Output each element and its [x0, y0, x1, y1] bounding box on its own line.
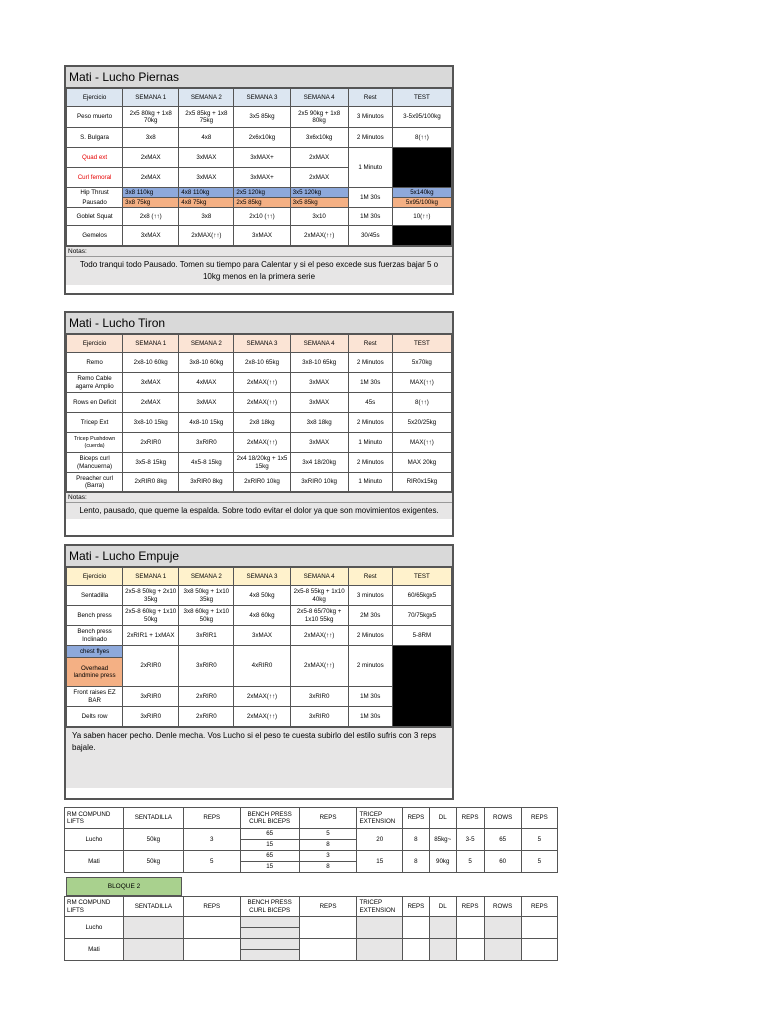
header-cell: SEMANA 4	[290, 568, 348, 586]
cell: 5	[183, 851, 240, 873]
cell: 3 Minutos	[348, 107, 392, 128]
cell: 2xMAX(↑↑)	[290, 626, 348, 646]
cell: 2 Minutos	[348, 353, 392, 373]
cell: 85kg~	[429, 829, 456, 851]
cell: 8	[326, 841, 330, 849]
cell: 3xMAX	[290, 373, 348, 393]
header-cell: REPS	[402, 897, 429, 917]
cell: 1M 30s	[348, 687, 392, 707]
cell: 2x5 90kg + 1x8 80kg	[290, 107, 348, 128]
notes-label: Notas:	[66, 492, 452, 503]
cell: 4xMAX	[179, 373, 234, 393]
cell: 4x8 75kg	[179, 198, 234, 208]
empty-cell	[357, 917, 402, 939]
header-cell: SEMANA 2	[179, 89, 234, 107]
cell: 2x4 18/20kg + 1x5 15kg	[234, 453, 290, 473]
piernas-sheet	[64, 65, 454, 295]
cell: 3 minutos	[348, 586, 392, 606]
cell: 2x5 80kg + 1x8 70kg	[123, 107, 179, 128]
cell: 3x6x10kg	[290, 128, 348, 148]
header-cell: Rest	[348, 568, 392, 586]
cell: 2xRIR0	[123, 646, 179, 687]
exercise-cell: Biceps curl (Mancuerna)	[67, 453, 123, 473]
cell: 2xMAX(↑↑)	[234, 373, 290, 393]
cell: 2xMAX(↑↑)	[179, 226, 234, 246]
cell: 2xRIR0	[179, 707, 234, 727]
cell: 2xMAX	[290, 148, 348, 168]
exercise-cell: Curl femoral	[67, 168, 123, 188]
rest-cell: 1M 30s	[348, 188, 392, 208]
sheet-title: Mati - Lucho Piernas	[66, 67, 452, 88]
header-cell: Ejercicio	[67, 568, 123, 586]
cell: 3x10	[290, 208, 348, 226]
header-cell: DL	[429, 897, 456, 917]
cell: 3xRIR0	[290, 707, 348, 727]
header-cell: SEMANA 4	[290, 335, 348, 353]
cell: 3xMAX	[123, 373, 179, 393]
cell: 4x8	[179, 128, 234, 148]
cell: 3-5x95/100kg	[392, 107, 451, 128]
header-cell: REPS	[183, 897, 240, 917]
cell: 2x5-8 65/70kg + 1x10 55kg	[290, 606, 348, 626]
cell: 2xMAX(↑↑)	[234, 707, 290, 727]
empty-cell	[456, 917, 484, 939]
cell: 2xRIR0 10kg	[234, 473, 290, 492]
cell: 2xRIR0	[179, 687, 234, 707]
empty-cell	[429, 917, 456, 939]
cell: 3x5-8 15kg	[123, 453, 179, 473]
header-cell: TEST	[392, 335, 451, 353]
cell: 3x8 75kg	[123, 198, 179, 208]
empty-cell	[402, 917, 429, 939]
exercise-cell: Pausado	[67, 198, 123, 208]
cell: 3x4 18/20kg	[290, 453, 348, 473]
cell: 3xMAX+	[234, 148, 290, 168]
cell: 15	[266, 863, 274, 871]
cell: 2xMAX	[123, 393, 179, 413]
cell: 2x5 85kg	[234, 198, 290, 208]
empty-cell	[429, 939, 456, 961]
cell: 2xRIR0	[123, 433, 179, 453]
cell: 65	[484, 829, 521, 851]
header-cell: TRICEP EXTENSION	[357, 897, 402, 917]
exercise-cell: Sentadilla	[67, 586, 123, 606]
exercise-cell: Rows en Deficit	[67, 393, 123, 413]
cell: 4x8 50kg	[234, 586, 290, 606]
cell: MAX 20kg	[392, 453, 451, 473]
empty-cell	[183, 917, 240, 939]
header-cell: DL	[429, 808, 456, 829]
cell: 15	[266, 841, 274, 849]
header-cell: RM COMPUND LIFTS	[65, 897, 124, 917]
sheet-title: Mati - Lucho Empuje	[66, 546, 452, 567]
cell: 5-8RM	[392, 626, 451, 646]
cell: 3xMAX	[234, 626, 290, 646]
cell: 5	[521, 829, 557, 851]
exercise-cell: Front raises EZ BAR	[67, 687, 123, 707]
header-cell: SEMANA 1	[123, 335, 179, 353]
cell: 3x5 85kg	[290, 198, 348, 208]
cell: 3x8-10 65kg	[290, 353, 348, 373]
header-cell: Ejercicio	[67, 89, 123, 107]
header-cell: ROWS	[484, 897, 521, 917]
notes-text: Todo tranqui todo Pausado. Tomen su tiempo para Calentar y si el peso excede sus fuerzas bajar 5 o 10kg menos en la primera serie	[66, 257, 452, 285]
empty-cell	[241, 917, 299, 928]
piernas-table	[66, 88, 452, 246]
cell: 2x5-8 55kg + 1x10 40kg	[290, 586, 348, 606]
cell: 8	[402, 851, 429, 873]
cell: 2 Minutos	[348, 626, 392, 646]
header-cell: TEST	[392, 89, 451, 107]
header-cell: REPS	[402, 808, 429, 829]
cell: 2x5 85kg + 1x8 75kg	[179, 107, 234, 128]
empty-cell	[123, 917, 183, 939]
cell: 5	[456, 851, 484, 873]
cell: 60	[484, 851, 521, 873]
header-cell: REPS	[521, 808, 557, 829]
cell: 2xMAX(↑↑)	[234, 393, 290, 413]
header-cell: Ejercicio	[67, 335, 123, 353]
cell: 2x8-10 60kg	[123, 353, 179, 373]
cell: 2xMAX	[290, 168, 348, 188]
empty-cell	[183, 939, 240, 961]
cell: 5x95/100kg	[392, 198, 451, 208]
header-cell: SEMANA 3	[234, 568, 290, 586]
cell: 3xRIR0 10kg	[290, 473, 348, 492]
header-cell: TRICEP EXTENSION	[357, 808, 402, 829]
cell: RIR0x15kg	[392, 473, 451, 492]
empuje-sheet	[64, 544, 454, 800]
bloque-2-label: BLOQUE 2	[66, 877, 182, 896]
cell: 4xRIR0	[234, 646, 290, 687]
cell: 2x5-8 60kg + 1x10 50kg	[123, 606, 179, 626]
cell: 2xRIR0 8kg	[123, 473, 179, 492]
header-cell: REPS	[183, 808, 240, 829]
cell: 3xMAX	[290, 433, 348, 453]
cell: 2xMAX(↑↑)	[234, 433, 290, 453]
cell: 5x140kg	[392, 188, 451, 198]
cell: 2x5-8 50kg + 2x10 35kg	[123, 586, 179, 606]
cell: 3xMAX+	[234, 168, 290, 188]
exercise-cell: Overhead landmine press	[67, 658, 123, 687]
header-cell: RM COMPUND LIFTS	[65, 808, 124, 829]
cell: 65	[241, 829, 299, 840]
cell: 8(↑↑)	[392, 393, 451, 413]
cell: 3xMAX	[234, 226, 290, 246]
cell: 3x8 60kg + 1x10 50kg	[179, 606, 234, 626]
bloque2-table	[64, 896, 558, 961]
cell: 3xRIR0	[179, 433, 234, 453]
cell: 30/45s	[348, 226, 392, 246]
cell: 3x8 110kg	[123, 188, 179, 198]
blacked-out-cell	[392, 226, 451, 246]
notes-text: Lento, pausado, que queme la espalda. Sobre todo evitar el dolor ya que son movimientos exigentes.	[66, 503, 452, 519]
cell: 5	[300, 829, 357, 840]
header-cell: SEMANA 1	[123, 568, 179, 586]
empty-cell	[241, 939, 299, 950]
blacked-out-cell	[392, 148, 451, 188]
cell: 50kg	[123, 851, 183, 873]
header-cell: SENTADILLA	[123, 897, 183, 917]
exercise-cell: Preacher curl (Barra)	[67, 473, 123, 492]
cell: 1M 30s	[348, 208, 392, 226]
cell: 4x8 110kg	[179, 188, 234, 198]
cell: 3x8 18kg	[290, 413, 348, 433]
empty-cell	[521, 917, 557, 939]
empty-cell	[299, 917, 357, 939]
cell: 2xMAX	[123, 168, 179, 188]
empty-cell	[241, 928, 299, 939]
header-cell: SEMANA 3	[234, 89, 290, 107]
cell: 3x8-10 60kg	[179, 353, 234, 373]
lifter-name: Mati	[65, 851, 124, 873]
exercise-cell: Remo Cable agarre Amplio	[67, 373, 123, 393]
cell: 3x8	[123, 128, 179, 148]
rest-cell: 1 Minuto	[348, 148, 392, 188]
tiron-table	[66, 334, 452, 492]
exercise-cell: Tricep Ext	[67, 413, 123, 433]
cell: 5	[521, 851, 557, 873]
rm-table	[64, 807, 558, 873]
header-cell: Rest	[348, 89, 392, 107]
empty-cell	[484, 917, 521, 939]
lifter-name: Lucho	[65, 917, 124, 939]
cell: 8(↑↑)	[392, 128, 451, 148]
header-cell: REPS	[456, 897, 484, 917]
cell: 8	[326, 863, 330, 871]
exercise-cell: Tricep Pushdown (cuerda)	[67, 433, 123, 453]
cell: 1M 30s	[348, 373, 392, 393]
cell: 4x5-8 15kg	[179, 453, 234, 473]
exercise-cell: S. Bulgara	[67, 128, 123, 148]
header-cell: BENCH PRESS CURL BICEPS	[240, 897, 299, 917]
header-cell: REPS	[521, 897, 557, 917]
empty-cell	[402, 939, 429, 961]
cell: 2M 30s	[348, 606, 392, 626]
cell: 3xRIR0	[123, 687, 179, 707]
cell: 3xMAX	[290, 393, 348, 413]
empuje-table	[66, 567, 452, 727]
cell: 3x8-10 15kg	[123, 413, 179, 433]
empty-cell	[456, 939, 484, 961]
cell: 3	[183, 829, 240, 851]
header-cell: REPS	[299, 897, 357, 917]
header-cell: ROWS	[484, 808, 521, 829]
cell: 3xMAX	[123, 226, 179, 246]
cell: 3xRIR0	[290, 687, 348, 707]
empty-cell	[521, 939, 557, 961]
cell: MAX(↑↑)	[392, 373, 451, 393]
cell: 90kg	[429, 851, 456, 873]
cell: 2x10 (↑↑)	[234, 208, 290, 226]
cell: 2xRIR1 + 1xMAX	[123, 626, 179, 646]
exercise-cell: Hip Thrust	[67, 188, 123, 198]
header-cell: REPS	[299, 808, 357, 829]
notes-label: Notas:	[66, 246, 452, 257]
cell: 3xRIR0	[179, 646, 234, 687]
cell: 2x6x10kg	[234, 128, 290, 148]
cell: 2xMAX(↑↑)	[290, 646, 348, 687]
cell: 5x70kg	[392, 353, 451, 373]
exercise-cell: chest flyes	[67, 646, 123, 658]
cell: 2 Minutos	[348, 128, 392, 148]
header-cell: BENCH PRESS CURL BICEPS	[240, 808, 299, 829]
cell: 3xMAX	[179, 148, 234, 168]
cell: 3-5	[456, 829, 484, 851]
empty-cell	[484, 939, 521, 961]
lifter-name: Lucho	[65, 829, 124, 851]
header-cell: SENTADILLA	[123, 808, 183, 829]
tiron-sheet	[64, 311, 454, 537]
cell: 3xMAX	[179, 393, 234, 413]
empty-cell	[123, 939, 183, 961]
empty-cell	[241, 950, 299, 961]
cell: 2xMAX(↑↑)	[290, 226, 348, 246]
cell: 20	[357, 829, 402, 851]
cell: 45s	[348, 393, 392, 413]
blacked-out-cell	[392, 646, 451, 727]
header-cell: SEMANA 4	[290, 89, 348, 107]
cell: 15	[357, 851, 402, 873]
cell: 4x8-10 15kg	[179, 413, 234, 433]
cell: 3x5 85kg	[234, 107, 290, 128]
empty-cell	[357, 939, 402, 961]
exercise-cell: Gemelos	[67, 226, 123, 246]
cell: 2x8-10 65kg	[234, 353, 290, 373]
cell: 50kg	[123, 829, 183, 851]
sheet-title: Mati - Lucho Tiron	[66, 313, 452, 334]
cell: 2x8 18kg	[234, 413, 290, 433]
header-cell: Rest	[348, 335, 392, 353]
cell: 8	[402, 829, 429, 851]
exercise-cell: Peso muerto	[67, 107, 123, 128]
cell: 1 Minuto	[348, 433, 392, 453]
cell: 3x8	[179, 208, 234, 226]
cell: 2 Minutos	[348, 413, 392, 433]
cell: 3xRIR0 8kg	[179, 473, 234, 492]
cell: 5x20/25kg	[392, 413, 451, 433]
cell: 4x8 60kg	[234, 606, 290, 626]
exercise-cell: Delts row	[67, 707, 123, 727]
exercise-cell: Bench press Inclinado	[67, 626, 123, 646]
cell: 70/75kgx5	[392, 606, 451, 626]
header-cell: TEST	[392, 568, 451, 586]
header-cell: REPS	[456, 808, 484, 829]
cell: 3	[300, 851, 357, 862]
header-cell: SEMANA 2	[179, 335, 234, 353]
notes-text: Ya saben hacer pecho. Denle mecha. Vos Lucho si el peso te cuesta subirlo del estilo sufris con 3 reps bajale.	[66, 727, 452, 788]
exercise-cell: Goblet Squat	[67, 208, 123, 226]
lifter-name: Mati	[65, 939, 124, 961]
cell: 2x8 (↑↑)	[123, 208, 179, 226]
cell: 65	[241, 851, 299, 862]
cell: 60/65kgx5	[392, 586, 451, 606]
exercise-cell: Remo	[67, 353, 123, 373]
cell: 3x5 120kg	[290, 188, 348, 198]
cell: 2xMAX(↑↑)	[234, 687, 290, 707]
cell: MAX(↑↑)	[392, 433, 451, 453]
empty-cell	[299, 939, 357, 961]
cell: 1 Minuto	[348, 473, 392, 492]
header-cell: SEMANA 3	[234, 335, 290, 353]
cell: 3xRIR0	[123, 707, 179, 727]
rest-cell: 2 minutos	[348, 646, 392, 687]
cell: 3xMAX	[179, 168, 234, 188]
header-cell: SEMANA 2	[179, 568, 234, 586]
exercise-cell: Quad ext	[67, 148, 123, 168]
exercise-cell: Bench press	[67, 606, 123, 626]
cell: 1M 30s	[348, 707, 392, 727]
cell: 3xRIR1	[179, 626, 234, 646]
cell: 2x5 120kg	[234, 188, 290, 198]
cell: 3x8 50kg + 1x10 35kg	[179, 586, 234, 606]
cell: 10(↑↑)	[392, 208, 451, 226]
cell: 2xMAX	[123, 148, 179, 168]
header-cell: SEMANA 1	[123, 89, 179, 107]
cell: 2 Minutos	[348, 453, 392, 473]
